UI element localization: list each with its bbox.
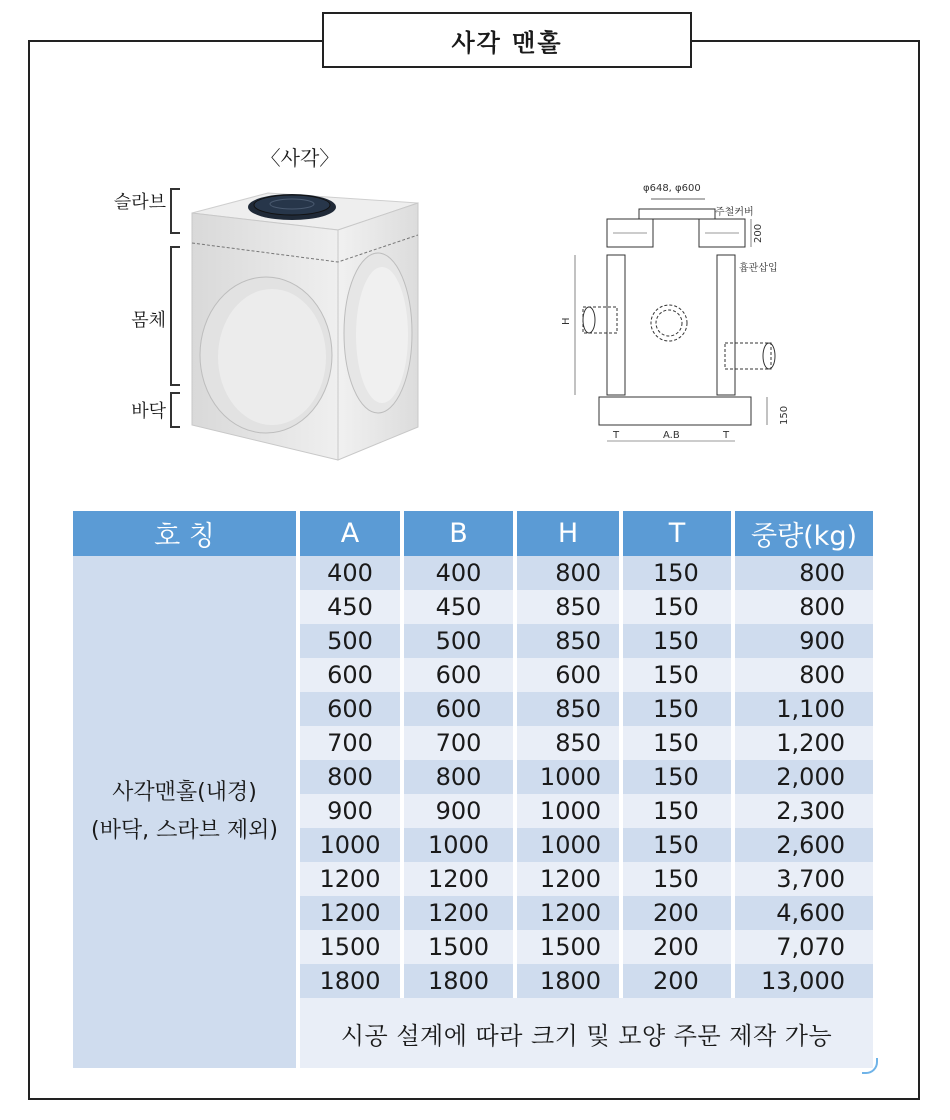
cell-t: 150 bbox=[623, 862, 735, 896]
cell-b: 1200 bbox=[404, 862, 517, 896]
cell-b: 600 bbox=[404, 658, 517, 692]
product-name-line1: 사각맨홀(내경) bbox=[112, 779, 257, 805]
cell-weight: 2,000 bbox=[735, 760, 873, 794]
header-b: B bbox=[404, 511, 517, 556]
cell-t: 150 bbox=[623, 726, 735, 760]
cell-a: 600 bbox=[300, 658, 404, 692]
product-name-cell bbox=[73, 556, 300, 1068]
cell-weight: 1,200 bbox=[735, 726, 873, 760]
cell-t: 200 bbox=[623, 964, 735, 998]
part-label-bottom: 바닥 bbox=[131, 401, 166, 422]
slab-height-label: 200 bbox=[753, 223, 764, 243]
cell-a: 450 bbox=[300, 590, 404, 624]
cell-weight: 2,600 bbox=[735, 828, 873, 862]
spec-table bbox=[73, 511, 873, 1068]
cell-h: 1500 bbox=[517, 930, 623, 964]
header-t: T bbox=[623, 511, 735, 556]
height-label: H bbox=[561, 317, 572, 325]
cell-b: 1000 bbox=[404, 828, 517, 862]
cell-b: 800 bbox=[404, 760, 517, 794]
cell-a: 500 bbox=[300, 624, 404, 658]
cell-weight: 900 bbox=[735, 624, 873, 658]
cell-a: 1000 bbox=[300, 828, 404, 862]
header-a: A bbox=[300, 511, 404, 556]
cell-t: 150 bbox=[623, 556, 735, 590]
cell-h: 600 bbox=[517, 658, 623, 692]
cell-a: 400 bbox=[300, 556, 404, 590]
cell-t: 150 bbox=[623, 692, 735, 726]
cell-a: 600 bbox=[300, 692, 404, 726]
cell-t: 200 bbox=[623, 896, 735, 930]
cell-b: 400 bbox=[404, 556, 517, 590]
cell-a: 1500 bbox=[300, 930, 404, 964]
cell-b: 500 bbox=[404, 624, 517, 658]
header-name: 호 칭 bbox=[73, 511, 300, 556]
base-height-label: 150 bbox=[779, 405, 790, 425]
cell-h: 850 bbox=[517, 726, 623, 760]
part-label-slab: 슬라브 bbox=[113, 192, 166, 213]
cell-a: 700 bbox=[300, 726, 404, 760]
cell-weight: 800 bbox=[735, 658, 873, 692]
bottom-ab-label: A.B bbox=[663, 430, 680, 441]
bracket-body bbox=[170, 246, 180, 386]
table-header-row bbox=[73, 511, 873, 556]
cell-t: 150 bbox=[623, 624, 735, 658]
cell-b: 1200 bbox=[404, 896, 517, 930]
product-name-line2: (바닥, 스라브 제외) bbox=[91, 818, 278, 843]
cell-t: 150 bbox=[623, 760, 735, 794]
cell-h: 850 bbox=[517, 590, 623, 624]
cell-a: 1800 bbox=[300, 964, 404, 998]
table-row bbox=[73, 556, 873, 590]
cell-a: 1200 bbox=[300, 896, 404, 930]
cell-h: 850 bbox=[517, 692, 623, 726]
cell-b: 1500 bbox=[404, 930, 517, 964]
header-weight: 중량(kg) bbox=[735, 511, 873, 556]
cell-a: 900 bbox=[300, 794, 404, 828]
bracket-bottom bbox=[170, 392, 180, 428]
manhole-section-drawing bbox=[555, 175, 795, 465]
bottom-t-left: T bbox=[613, 430, 620, 441]
cell-t: 200 bbox=[623, 930, 735, 964]
cell-h: 850 bbox=[517, 624, 623, 658]
cell-t: 150 bbox=[623, 658, 735, 692]
bottom-t-right: T bbox=[723, 430, 730, 441]
cell-weight: 13,000 bbox=[735, 964, 873, 998]
cell-weight: 4,600 bbox=[735, 896, 873, 930]
cell-h: 800 bbox=[517, 556, 623, 590]
cell-weight: 7,070 bbox=[735, 930, 873, 964]
cover-label: 주철커버 bbox=[715, 207, 754, 218]
cell-b: 900 bbox=[404, 794, 517, 828]
cell-weight: 800 bbox=[735, 556, 873, 590]
cell-b: 450 bbox=[404, 590, 517, 624]
cell-h: 1200 bbox=[517, 862, 623, 896]
cell-h: 1000 bbox=[517, 794, 623, 828]
cell-h: 1000 bbox=[517, 828, 623, 862]
header-h: H bbox=[517, 511, 623, 556]
custom-order-note: 시공 설계에 따라 크기 및 모양 주문 제작 가능 bbox=[300, 998, 873, 1068]
cell-a: 1200 bbox=[300, 862, 404, 896]
cell-a: 800 bbox=[300, 760, 404, 794]
dim-cover-diameter: φ648, φ600 bbox=[643, 183, 701, 194]
cell-weight: 1,100 bbox=[735, 692, 873, 726]
page-title: 사각 맨홀 bbox=[322, 12, 692, 68]
cell-b: 1800 bbox=[404, 964, 517, 998]
cell-weight: 800 bbox=[735, 590, 873, 624]
cell-h: 1200 bbox=[517, 896, 623, 930]
manhole-product-image bbox=[188, 185, 428, 465]
part-label-body: 몸체 bbox=[131, 310, 166, 331]
cell-b: 700 bbox=[404, 726, 517, 760]
cell-h: 1800 bbox=[517, 964, 623, 998]
bracket-slab bbox=[170, 188, 180, 234]
cell-weight: 3,700 bbox=[735, 862, 873, 896]
pipe-insert-label: 흄관삽입 bbox=[739, 263, 778, 274]
cell-t: 150 bbox=[623, 590, 735, 624]
cell-h: 1000 bbox=[517, 760, 623, 794]
cell-t: 150 bbox=[623, 794, 735, 828]
type-label: 〈사각〉 bbox=[260, 146, 340, 170]
cell-weight: 2,300 bbox=[735, 794, 873, 828]
cell-t: 150 bbox=[623, 828, 735, 862]
cell-b: 600 bbox=[404, 692, 517, 726]
